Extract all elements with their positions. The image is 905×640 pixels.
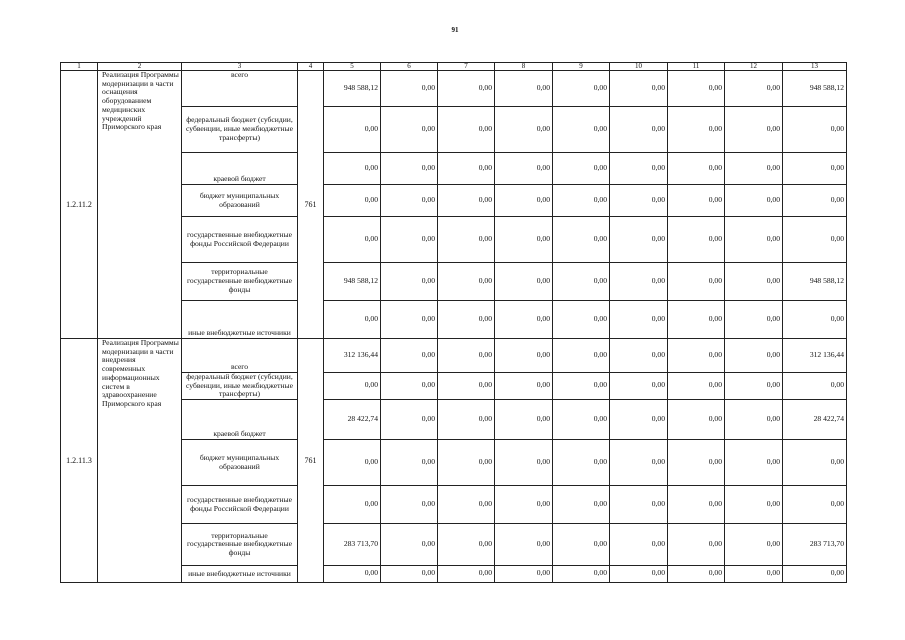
amount-value: 0,00 [364,380,378,390]
amount-cell [381,339,438,373]
amount-value: 0,00 [364,194,378,204]
amount-cell [438,486,495,524]
amount-cell [553,486,610,524]
amount-value: 0,00 [651,538,665,548]
amount-cell [438,566,495,583]
amount-cell [324,400,381,440]
amount-cell [495,566,553,583]
amount-value: 0,00 [651,498,665,508]
amount-cell [668,185,725,217]
amount-cell [381,71,438,107]
amount-cell [610,566,668,583]
column-number-4: 4 [298,63,324,71]
amount-value: 0,00 [478,349,492,359]
amount-cell [783,301,847,339]
amount-value: 0,00 [478,162,492,172]
column-number-13: 13 [783,63,847,71]
amount-cell [725,440,783,486]
column-number-11: 11 [668,63,725,71]
amount-cell [381,263,438,301]
amount-cell [783,153,847,185]
amount-cell [438,185,495,217]
amount-cell [495,373,553,400]
amount-value: 0,00 [364,568,378,578]
amount-cell [495,486,553,524]
amount-value: 0,00 [766,194,780,204]
amount-value: 0,00 [708,123,722,133]
column-number-10: 10 [610,63,668,71]
amount-cell [553,263,610,301]
amount-value: 0,00 [651,123,665,133]
section-name: Реализация Программы модернизации в части оснащения оборудованием медицинских учреждений Приморского края [98,71,182,339]
amount-value: 0,00 [651,194,665,204]
amount-value: 0,00 [478,313,492,323]
amount-cell [610,185,668,217]
column-number-2: 2 [98,63,182,71]
funding-source: государственные внебюджетные фонды Российской Федерации [182,486,298,524]
amount-cell [381,107,438,153]
amount-cell [783,185,847,217]
amount-value: 0,00 [364,313,378,323]
amount-value: 0,00 [421,498,435,508]
amount-cell [381,217,438,263]
amount-value: 0,00 [421,194,435,204]
amount-cell [495,185,553,217]
amount-cell [324,373,381,400]
column-number-3: 3 [182,63,298,71]
amount-value: 28 422,74 [347,413,378,423]
amount-value: 283 713,70 [809,538,844,548]
amount-cell [438,71,495,107]
amount-value: 0,00 [651,456,665,466]
amount-cell [324,486,381,524]
amount-cell [783,339,847,373]
amount-cell [381,566,438,583]
amount-cell [668,486,725,524]
amount-cell [668,566,725,583]
amount-cell [553,566,610,583]
amount-cell [610,373,668,400]
amount-value: 0,00 [708,233,722,243]
amount-cell [725,185,783,217]
amount-cell [438,440,495,486]
amount-value: 0,00 [593,538,607,548]
amount-cell [553,301,610,339]
amount-value: 0,00 [536,568,550,578]
amount-cell [324,263,381,301]
amount-cell [668,71,725,107]
amount-value: 0,00 [536,275,550,285]
column-number-7: 7 [438,63,495,71]
amount-value: 0,00 [708,456,722,466]
amount-value: 0,00 [830,568,844,578]
amount-cell [783,486,847,524]
amount-cell [610,400,668,440]
amount-value: 0,00 [536,349,550,359]
amount-value: 0,00 [651,413,665,423]
amount-value: 0,00 [421,123,435,133]
amount-value: 0,00 [364,456,378,466]
column-4-value: 761 [298,339,324,583]
amount-cell [381,153,438,185]
amount-value: 0,00 [478,413,492,423]
amount-value: 0,00 [536,162,550,172]
amount-value: 0,00 [478,275,492,285]
amount-value: 0,00 [593,194,607,204]
amount-cell [438,217,495,263]
amount-cell [610,71,668,107]
amount-value: 0,00 [593,349,607,359]
amount-value: 0,00 [421,82,435,92]
amount-value: 0,00 [830,456,844,466]
amount-cell [438,263,495,301]
amount-value: 0,00 [593,123,607,133]
amount-value: 0,00 [830,380,844,390]
funding-source: федеральный бюджет (субсидии, субвенции, иные межбюджетные трансферты) [182,373,298,400]
amount-cell [725,373,783,400]
amount-value: 0,00 [536,123,550,133]
amount-cell [438,524,495,566]
funding-source: бюджет муниципальных образований [182,440,298,486]
amount-cell [495,107,553,153]
amount-cell [324,301,381,339]
amount-cell [725,217,783,263]
amount-value: 0,00 [364,123,378,133]
amount-cell [324,153,381,185]
amount-cell [495,301,553,339]
amount-cell [553,71,610,107]
amount-cell [668,217,725,263]
funding-source: территориальные государственные внебюджетные фонды [182,524,298,566]
amount-cell [610,486,668,524]
amount-cell [495,71,553,107]
amount-cell [553,440,610,486]
amount-cell [725,107,783,153]
amount-value: 948 588,12 [343,275,378,285]
amount-cell [381,373,438,400]
amount-cell [668,400,725,440]
amount-value: 283 713,70 [343,538,378,548]
amount-cell [610,440,668,486]
amount-value: 0,00 [593,568,607,578]
amount-value: 0,00 [830,162,844,172]
amount-cell [324,440,381,486]
amount-value: 0,00 [651,568,665,578]
funding-source: краевой бюджет [182,153,298,185]
column-number-row [61,63,847,71]
amount-cell [783,566,847,583]
amount-cell [668,440,725,486]
funding-source: территориальные государственные внебюджетные фонды [182,263,298,301]
amount-cell [438,339,495,373]
amount-cell [725,566,783,583]
amount-cell [495,153,553,185]
amount-value: 0,00 [536,194,550,204]
amount-cell [495,339,553,373]
amount-cell [438,107,495,153]
amount-value: 0,00 [536,498,550,508]
amount-value: 0,00 [766,498,780,508]
amount-cell [553,400,610,440]
amount-cell [553,153,610,185]
amount-value: 0,00 [830,194,844,204]
funding-source: федеральный бюджет (субсидии, субвенции, иные межбюджетные трансферты) [182,107,298,153]
amount-value: 0,00 [536,82,550,92]
amount-cell [495,217,553,263]
amount-value: 0,00 [421,349,435,359]
amount-value: 0,00 [766,380,780,390]
amount-cell [725,71,783,107]
funding-source: иные внебюджетные источники [182,301,298,339]
section-code: 1.2.11.2 [61,71,98,339]
amount-value: 0,00 [536,380,550,390]
amount-cell [725,301,783,339]
amount-cell [610,339,668,373]
amount-value: 0,00 [708,413,722,423]
amount-value: 0,00 [830,123,844,133]
amount-value: 0,00 [766,275,780,285]
amount-value: 0,00 [708,349,722,359]
amount-value: 0,00 [766,162,780,172]
amount-value: 0,00 [651,162,665,172]
funding-source: всего [182,339,298,373]
column-number-1: 1 [61,63,98,71]
amount-value: 0,00 [478,456,492,466]
funding-source: краевой бюджет [182,400,298,440]
amount-value: 0,00 [478,123,492,133]
amount-value: 0,00 [536,233,550,243]
amount-cell [553,107,610,153]
amount-value: 0,00 [536,313,550,323]
amount-cell [438,301,495,339]
page-number: 91 [451,26,459,34]
amount-value: 0,00 [651,349,665,359]
column-number-12: 12 [725,63,783,71]
amount-value: 0,00 [478,233,492,243]
amount-value: 0,00 [766,538,780,548]
amount-value: 0,00 [651,380,665,390]
amount-value: 0,00 [766,456,780,466]
amount-cell [495,440,553,486]
amount-cell [553,339,610,373]
amount-value: 0,00 [708,498,722,508]
amount-cell [324,524,381,566]
amount-value: 0,00 [766,413,780,423]
amount-value: 0,00 [593,413,607,423]
amount-cell [381,185,438,217]
amount-value: 0,00 [708,313,722,323]
amount-cell [610,153,668,185]
amount-value: 0,00 [593,498,607,508]
amount-value: 0,00 [708,380,722,390]
amount-cell [668,107,725,153]
budget-table [60,62,847,583]
amount-cell [324,566,381,583]
table-row [61,339,847,373]
amount-cell [725,263,783,301]
amount-cell [725,524,783,566]
amount-cell [610,301,668,339]
amount-value: 0,00 [830,233,844,243]
amount-value: 0,00 [421,233,435,243]
amount-value: 312 136,44 [809,349,844,359]
amount-cell [783,107,847,153]
amount-cell [553,217,610,263]
funding-source: иные внебюджетные источники [182,566,298,583]
amount-value: 0,00 [766,82,780,92]
amount-value: 0,00 [536,456,550,466]
amount-cell [381,440,438,486]
amount-value: 0,00 [766,123,780,133]
amount-value: 0,00 [651,313,665,323]
amount-value: 0,00 [766,568,780,578]
amount-cell [495,400,553,440]
amount-value: 0,00 [478,568,492,578]
amount-value: 0,00 [421,456,435,466]
amount-value: 0,00 [421,380,435,390]
amount-cell [381,524,438,566]
amount-value: 0,00 [651,275,665,285]
table-row [61,71,847,107]
amount-cell [324,71,381,107]
amount-value: 0,00 [708,568,722,578]
amount-cell [324,107,381,153]
amount-cell [324,217,381,263]
amount-value: 0,00 [364,498,378,508]
amount-cell [553,524,610,566]
amount-value: 0,00 [593,233,607,243]
amount-value: 0,00 [766,349,780,359]
amount-cell [610,524,668,566]
amount-value: 0,00 [421,538,435,548]
column-number-5: 5 [324,63,381,71]
amount-cell [668,373,725,400]
amount-value: 0,00 [708,82,722,92]
amount-cell [381,486,438,524]
amount-cell [783,373,847,400]
amount-value: 948 588,12 [809,275,844,285]
amount-value: 948 588,12 [809,82,844,92]
amount-value: 0,00 [478,82,492,92]
amount-value: 0,00 [830,313,844,323]
column-number-8: 8 [495,63,553,71]
amount-cell [324,339,381,373]
amount-cell [725,339,783,373]
amount-cell [783,440,847,486]
amount-value: 0,00 [593,82,607,92]
amount-cell [438,153,495,185]
section-name: Реализация Программы модернизации в части внедрения современных информационных систем в здравоохранение Приморского края [98,339,182,583]
amount-value: 0,00 [708,162,722,172]
amount-value: 0,00 [766,233,780,243]
amount-value: 0,00 [478,498,492,508]
amount-cell [783,524,847,566]
amount-value: 0,00 [708,538,722,548]
amount-cell [610,107,668,153]
amount-cell [725,400,783,440]
column-4-value: 761 [298,71,324,339]
amount-cell [668,263,725,301]
amount-value: 948 588,12 [343,82,378,92]
amount-value: 0,00 [593,456,607,466]
amount-value: 0,00 [830,498,844,508]
amount-cell [725,153,783,185]
amount-cell [783,400,847,440]
amount-value: 0,00 [708,194,722,204]
section-code: 1.2.11.3 [61,339,98,583]
amount-cell [381,400,438,440]
amount-cell [783,217,847,263]
amount-cell [610,263,668,301]
amount-value: 0,00 [421,162,435,172]
amount-value: 0,00 [593,275,607,285]
amount-value: 28 422,74 [813,413,844,423]
amount-value: 0,00 [478,538,492,548]
amount-cell [495,524,553,566]
amount-cell [438,400,495,440]
amount-value: 0,00 [421,413,435,423]
amount-cell [553,185,610,217]
column-number-6: 6 [381,63,438,71]
amount-value: 0,00 [478,380,492,390]
funding-source: бюджет муниципальных образований [182,185,298,217]
amount-cell [438,373,495,400]
amount-value: 0,00 [593,313,607,323]
amount-value: 0,00 [708,275,722,285]
amount-cell [668,153,725,185]
amount-cell [783,263,847,301]
amount-value: 0,00 [421,568,435,578]
amount-value: 0,00 [364,162,378,172]
amount-cell [610,217,668,263]
amount-cell [553,373,610,400]
column-number-9: 9 [553,63,610,71]
funding-source: всего [182,71,298,107]
amount-value: 0,00 [478,194,492,204]
amount-cell [324,185,381,217]
amount-value: 312 136,44 [343,349,378,359]
amount-value: 0,00 [364,233,378,243]
amount-cell [725,486,783,524]
amount-value: 0,00 [421,275,435,285]
amount-cell [783,71,847,107]
amount-cell [668,339,725,373]
amount-cell [495,263,553,301]
amount-cell [381,301,438,339]
amount-value: 0,00 [536,413,550,423]
amount-cell [668,524,725,566]
funding-source: государственные внебюджетные фонды Российской Федерации [182,217,298,263]
amount-value: 0,00 [593,162,607,172]
amount-value: 0,00 [421,313,435,323]
amount-cell [668,301,725,339]
amount-value: 0,00 [651,233,665,243]
amount-value: 0,00 [593,380,607,390]
amount-value: 0,00 [536,538,550,548]
amount-value: 0,00 [766,313,780,323]
amount-value: 0,00 [651,82,665,92]
